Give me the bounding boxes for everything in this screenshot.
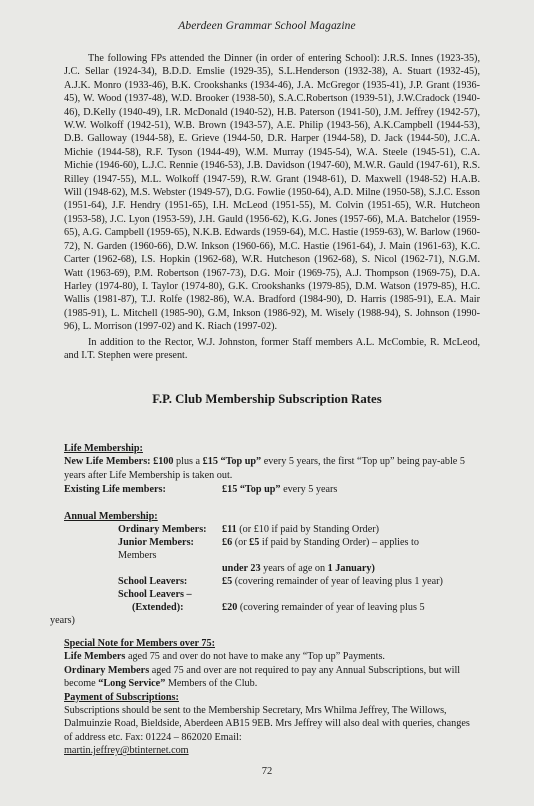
school-leavers-label: School Leavers: (118, 576, 188, 587)
life-membership-heading: Life Membership: (64, 443, 143, 454)
junior-members-label: Junior Members: (118, 537, 194, 548)
special-note-heading: Special Note for Members over 75: (64, 638, 215, 649)
attendees-paragraph: The following FPs attended the Dinner (in order of entering School): J.R.S. Innes (1923-35), J.C. Sellar (1924-34), B.D.D. Emslie (1929-35), S.L.Henderson (1932-38), A. Stuart (1932-45), A.J.K. Monro (1933-46), B.K. Crookshanks (1934-46), J.A. McGregor (1935-41), J.P. Grant (1936-45), W. Wood (1937-48), W.D. Brooker (1938-50), S.A.C.Robertson (1939-51), J.W.Cradock (1940-46), D.Kelly (1940-49), I.R. McDonald (1940-52), H.B. Paterson (1941-50), J.M. Jeffrey (1942-57), W.W. Wolkoff (1942-51), W.B. Brown (1943-57), A.E. Philip (1943-56), A.K.Campbell (1944-53), D.B. Galloway (1944-58), E. Grieve (1944-50, D.R. Harper (1944-58), D. Jack (1944-50), J.C.A. Michie (1944-58), R.F. Tyson (1944-49), W.M. Murray (1945-54), W.A. Steele (1945-51), C.A. Michie (1946-60), L.J.C. Rennie (1946-53), J.B. Davidson (1947-60), M.W.R. Gauld (1947-61), R.S. Rilley (1947-55), M.L. Wolkoff (1947-59), R.W. Grant (1948-61), D. Maxwell (1948-52) H.A.B. Will (1948-62), M.S. Webster (1949-57), D.G. Fowlie (1950-64), A.D. Milne (1950-58), S.J.C. Esson (1951-64), J.F. Hendry (1951-65), I.H. McLeod (1951-55), M. Colvin (1951-65), W.R. Hutcheon (1953-58), J.C. Lyon (1953-59), J.H. Gauld (1956-62), K.G. Jones (1957-66), M.A. Batchelor (1959-65), A.G. Campbell (1959-65), N.K.B. Edwards (1959-64), M.C. Hastie (1959-63), W. Barlow (1960-72), N. Garden (1960-66), D.W. Inkson (1960-66), M.C. Hastie (1961-64), J. Main (1961-63), K.C. Carter (1962-68), I.S. Hopkin (1962-68), W.R. Hutcheson (1962-68), S. Nicol (1962-71), N.G.M. Watt (1963-69), P.M. Robertson (1967-73), D.G. Moir (1969-75), A.J. Thompson (1969-75), D.A. Harley (1974-80), I. Taylor (1974-80), G.K. Crookshanks (1979-85), D.M. Watson (1979-85), H.C. Wallis (1981-87), T.J. Rolfe (1982-86), W.A. Bradford (1984-90), D. Harris (1985-91), E.A. Mair (1985-91), L. Mitchell (1985-90), G.M, Inkson (1986-92), M. Wisely (1988-94), S. Johnson (1990-96), L. Morrison (1997-02) and K. Riach (1997-02). (64, 53, 480, 333)
life-members-note: Life Members aged 75 and over do not have to make any “Top up” Payments. (64, 651, 385, 663)
payment-heading: Payment of Subscriptions: (64, 691, 179, 703)
existing-life-rate: £15 “Top up” every 5 years (222, 484, 338, 495)
junior-age-note: under 23 years of age on 1 January) (222, 563, 375, 574)
school-leavers-extended-label: School Leavers – (118, 589, 192, 600)
ordinary-members-label: Ordinary Members: (118, 524, 207, 535)
payment-text: Subscriptions should be sent to the Membership Secretary, Mrs Whilma Jeffrey, The Willows, Dalmuinzie Road, Bieldside, Aberdeen AB15 9EB. Mrs Jeffrey will also deal with queries, changes of address etc. Fax: 01224 – 862020 Email: (64, 705, 470, 743)
section-title: F.P. Club Membership Subscription Rates (152, 392, 382, 406)
life-membership-block (64, 442, 480, 482)
special-note-block (64, 637, 480, 758)
existing-life-label: Existing Life members: (64, 484, 166, 495)
page-number: 72 (261, 766, 273, 777)
junior-members-rate: £6 (or £5 if paid by Standing Order) – applies to (222, 537, 419, 548)
ordinary-members-note: Ordinary Members aged 75 and over are not required to pay any Annual Subscriptions, but will become “Long Service” Members of the Club. (64, 664, 461, 690)
rector-paragraph: In addition to the Rector, W.J. Johnston, former Staff members A.L. McCombie, R. McLeod, and I.T. Stephen were present. (64, 337, 480, 362)
years-word: years) (50, 615, 75, 626)
members-word: Members (118, 550, 157, 561)
new-life-members: New Life Members: £100 plus a £15 “Top up” every 5 years, the first “Top up” being pay-able 5 years after Life Membership is taken out. (64, 456, 465, 481)
extended-rate: £20 (covering remainder of year of leaving plus 5 (222, 602, 425, 613)
running-header: Aberdeen Grammar School Magazine (178, 20, 356, 32)
annual-membership-heading: Annual Membership: (64, 511, 158, 522)
ordinary-members-rate: £11 (or £10 if paid by Standing Order) (222, 524, 380, 535)
school-leavers-rate: £5 (covering remainder of year of leaving plus 1 year) (222, 576, 443, 587)
email-link[interactable]: martin.jeffrey@btinternet.com (64, 745, 189, 757)
extended-label: (Extended): (132, 602, 184, 613)
